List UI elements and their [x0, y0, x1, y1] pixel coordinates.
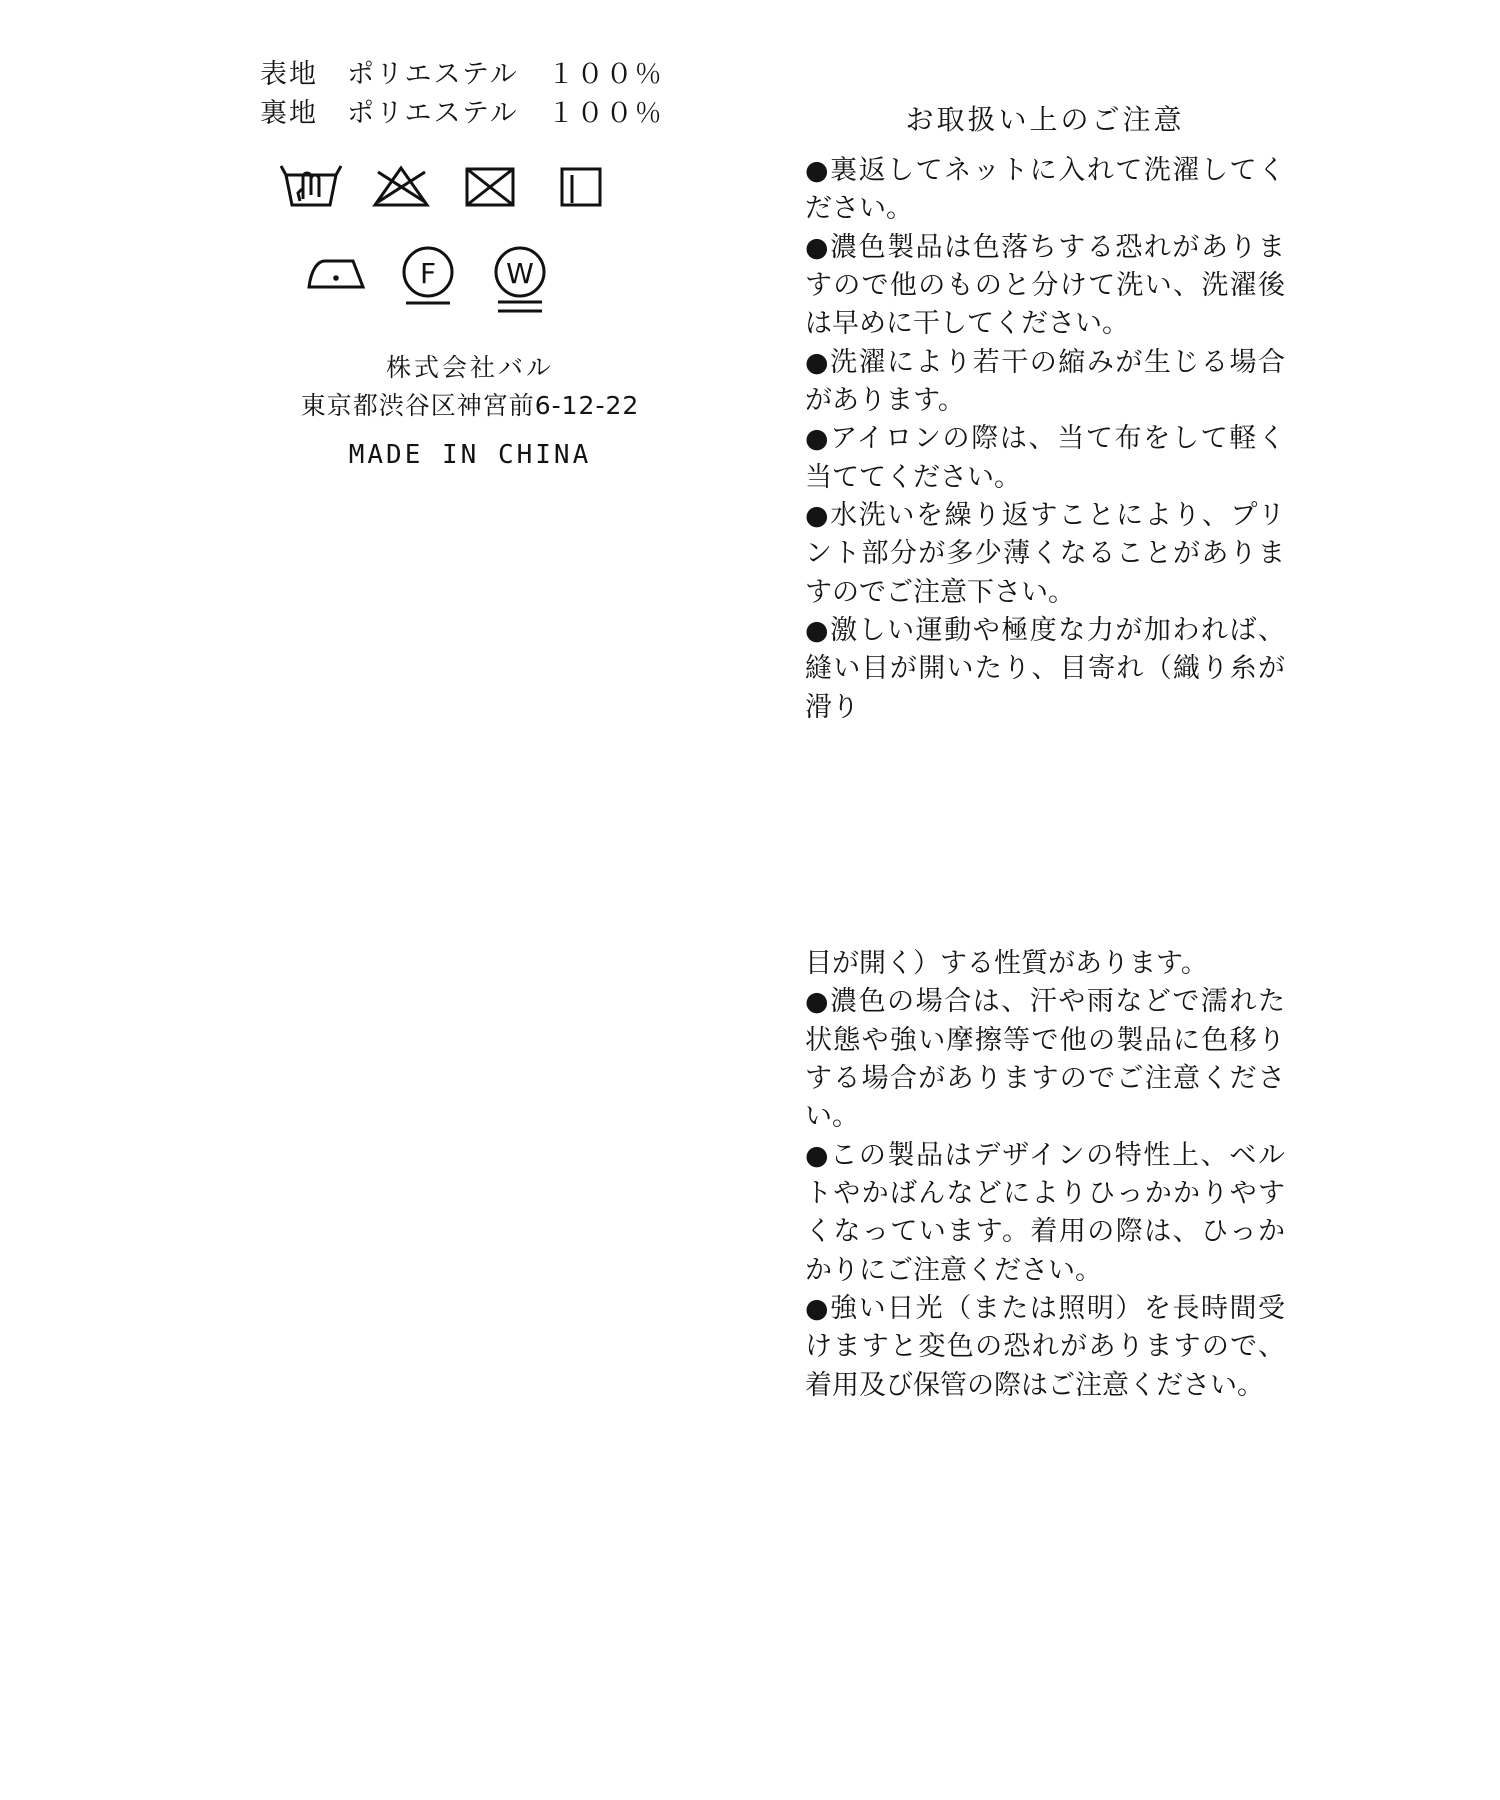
care-note: ●濃色製品は色落ちする恐れがありますので他のものと分けて洗い、洗濯後は早めに干してください。 [805, 231, 1285, 340]
care-symbol-row-1 [280, 155, 690, 217]
hand-wash-symbol [280, 155, 342, 217]
care-notes-title: お取扱い上のご注意 [905, 103, 1185, 136]
svg-text:W: W [506, 257, 534, 291]
manufacturer-block [260, 349, 680, 470]
no-tumble-dry-symbol [460, 155, 522, 217]
wet-clean-w-symbol [489, 241, 551, 303]
fabric-outer-line: 表地 ポリエステル １００％ [260, 59, 664, 90]
company-address: 東京都渋谷区神宮前6-12-22 [300, 390, 640, 420]
fabric-and-symbols-block [260, 55, 690, 470]
care-symbol-row-2 [305, 241, 690, 303]
care-note: ●激しい運動や極度な力が加われば、縫い目が開いたり、目寄れ（織り糸が滑り [805, 614, 1285, 723]
svg-text:F: F [419, 257, 437, 291]
made-in-text: MADE IN CHINA [348, 440, 592, 471]
no-bleach-symbol [370, 155, 432, 217]
care-note: ●強い日光（または照明）を長時間受けますと変色の恐れがありますので、着用及び保管の際はご注意ください。 [805, 1292, 1285, 1401]
care-notes-column-1 [805, 98, 1285, 727]
iron-low-symbol [305, 241, 367, 303]
care-note: ●この製品はデザインの特性上、ベルトやかばんなどによりひっかかりやすくなっています。着用の際は、ひっかかりにご注意ください。 [805, 1139, 1285, 1286]
care-note: ●裏返してネットに入れて洗濯してください。 [805, 155, 1285, 225]
fabric-lining-line: 裏地 ポリエステル １００％ [260, 98, 664, 130]
care-note: ●アイロンの際は、当て布をして軽く当ててください。 [805, 423, 1285, 493]
care-note: ●水洗いを繰り返すことにより、プリント部分が多少薄くなることがありますのでご注意下さい。 [805, 499, 1285, 608]
dry-clean-f-symbol [397, 241, 459, 303]
line-dry-symbol [550, 155, 612, 217]
care-note: 目が開く）する性質があります。 [805, 948, 1208, 979]
company-name: 株式会社バル [385, 353, 554, 383]
care-note: ●洗濯により若干の縮みが生じる場合があります。 [805, 346, 1285, 416]
care-note: ●濃色の場合は、汗や雨などで濡れた状態や強い摩擦等で他の製品に色移りする場合がありますのでご注意ください。 [805, 986, 1285, 1133]
care-notes-column-2 [805, 945, 1285, 1405]
